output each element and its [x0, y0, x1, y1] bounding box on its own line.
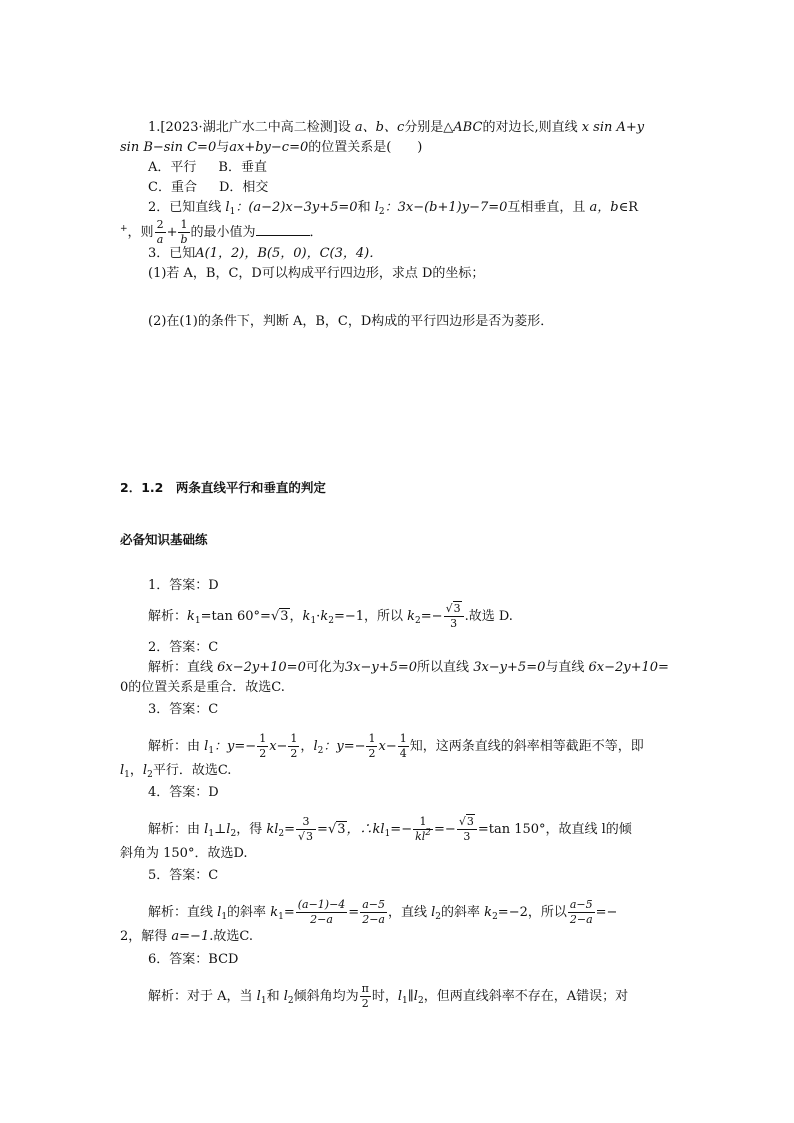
answer-label: 2．答案：C	[148, 640, 219, 655]
text: =	[283, 905, 295, 920]
section-title: 2．1.2 两条直线平行和垂直的判定	[120, 480, 326, 495]
denominator: 2	[259, 747, 267, 760]
text: ，直线	[387, 905, 432, 920]
problem-3	[120, 244, 680, 332]
solution-1: 解析：$k_1=\tan$ 60°=√3，$k_1\cdot k_2=-1$，所以 $k_2=-$ $\frac{√3}{3}$ .故选 D.	[148, 602, 513, 630]
text: 可化为	[305, 660, 345, 675]
math: ，∴kl	[346, 822, 385, 837]
text: 2，解得	[120, 929, 172, 944]
denominator: 3	[463, 830, 471, 843]
numerator: 3	[296, 815, 316, 830]
math: A(1，2)，B(5，0)，C(3，4)．	[195, 246, 383, 261]
answer-label: 3．答案：C	[148, 702, 219, 717]
math: l	[374, 200, 379, 215]
numerator: 1	[259, 732, 267, 745]
text: 解析：对于 A，当	[148, 989, 257, 1004]
text: ，则	[127, 225, 154, 240]
problem-1	[120, 118, 680, 198]
fraction	[568, 898, 595, 927]
solution-2-line-1	[120, 658, 680, 678]
fraction	[413, 815, 433, 844]
option-d: D．相交	[218, 180, 269, 195]
solution-5-line-1: 解析：直线 $l_1$的斜率 $k_1=$ $\frac{(a-1)-4}{2-a}$ = $\frac{a-5}{2-a}$ ，直线 $l_2$的斜率 $k_2=-2$，所以 $\frac{a-5}{2-a}$ =−	[148, 898, 618, 926]
text: 和	[357, 200, 375, 215]
math: sin B−sin C=0	[120, 140, 217, 155]
radicand: 3	[453, 602, 461, 615]
numerator: 1	[368, 732, 376, 745]
text: 所以直线	[417, 660, 474, 675]
math: ：y=−	[323, 739, 366, 754]
denominator: b	[180, 233, 188, 246]
problem-1-line-2	[120, 138, 680, 158]
text: =−	[434, 822, 456, 837]
problem-source: [2023·湖北广水二中高二检测]	[160, 120, 338, 135]
problem-1-options-row-2	[120, 178, 680, 198]
option-c: C．重合	[148, 180, 197, 195]
fraction	[366, 732, 377, 761]
math: x sin A+y	[581, 120, 645, 135]
text: =−	[390, 822, 413, 837]
answer-2	[120, 638, 680, 698]
answer-label: 4．答案：D	[148, 785, 219, 800]
text: =	[317, 822, 328, 837]
math: ax+by−c=0	[229, 140, 309, 155]
solution-6-line-1: 解析：对于 A，当 $l_1$和 $l_2$倾斜角均为 $\frac{\pi}{2}$ 时，$l_1\parallel l_2$，但两直线斜率不存在，A错误；对	[148, 982, 629, 1010]
answer-3	[120, 700, 680, 781]
text: ，得	[236, 822, 267, 837]
text: 时，	[371, 989, 398, 1004]
math: 6x−2y+10=	[588, 660, 669, 675]
math: x−	[378, 739, 397, 754]
text: =tan 60°=	[200, 609, 271, 624]
numerator: (a−1)−4	[297, 898, 346, 911]
text: 解析：	[148, 609, 188, 624]
math: 6x−2y+10=0	[217, 660, 306, 675]
math: k	[407, 609, 416, 624]
sqrt: √3	[298, 830, 314, 843]
problem-number: 3．	[148, 246, 170, 261]
math: ∈R	[618, 200, 639, 215]
fraction	[398, 732, 409, 761]
text: =−	[420, 609, 443, 624]
answer-1	[120, 576, 680, 631]
math: l	[431, 905, 436, 920]
denominator: 3	[450, 617, 458, 630]
text: ，	[289, 609, 303, 624]
problem-3-question-1: (1)若 A，B，C，D可以构成平行四边形，求点 D的坐标；	[148, 266, 485, 281]
denominator: 2	[290, 747, 298, 760]
fraction	[257, 732, 268, 761]
answer-blank	[256, 223, 310, 236]
math: l	[413, 989, 418, 1004]
fraction	[178, 218, 189, 247]
text: ，	[129, 763, 143, 778]
text: 解析：由	[148, 739, 205, 754]
denominator: a	[156, 233, 164, 246]
denominator	[296, 830, 316, 844]
text: 知，这两条直线的斜率相等截距不等，即	[409, 739, 644, 754]
fraction	[288, 732, 299, 761]
math: k	[302, 609, 311, 624]
math: l	[256, 989, 261, 1004]
math: l	[142, 763, 148, 778]
text: 的最小值为	[190, 225, 256, 240]
denominator: 2−a	[569, 913, 593, 926]
text: 解析：直线	[148, 905, 218, 920]
subscript: 2	[378, 207, 385, 217]
numerator: 1	[413, 815, 433, 830]
text: ⊥	[214, 822, 227, 837]
problem-number: 2．	[148, 200, 170, 215]
text: 的斜率	[441, 905, 485, 920]
solution-4-line-1: 解析：由 $l_1\perp l_2$，得 $kl_2=$ $\frac{3}{√3}$ =√3，$\therefore kl_1=-$ $\frac{1}{kl^2}$ =− $\frac{√3}{3}$ =tan 150°，故直线 l的倾	[148, 815, 632, 843]
text: 的位置关系是重合．故选C.	[128, 680, 285, 695]
problem-number: 1.	[148, 120, 161, 135]
fraction	[360, 898, 387, 927]
math: 3x−y+5=0	[473, 660, 546, 675]
problem-3-question-2: (2)在(1)的条件下，判断 A，B，C，D构成的平行四边形是否为菱形．	[148, 314, 554, 329]
radicand: 3	[337, 822, 346, 837]
sqrt: √3	[445, 602, 461, 615]
math: l	[204, 822, 209, 837]
math: x−	[269, 739, 288, 754]
problem-1-line-1	[120, 118, 680, 138]
text: 和	[266, 989, 284, 1004]
text: 的斜率	[227, 905, 271, 920]
answer-5	[120, 866, 680, 947]
answer-label: 5．答案：C	[148, 868, 219, 883]
radicand: 3	[280, 609, 289, 624]
numerator: 1	[178, 218, 189, 233]
math: l	[283, 989, 288, 1004]
text: =−	[595, 905, 618, 920]
text: =tan 150°，故直线 l的倾	[477, 822, 632, 837]
answer-4	[120, 783, 680, 864]
text: 与	[216, 140, 230, 155]
numerator: 2	[156, 218, 164, 231]
solution-4-line-2: 斜角为 150°．故选D.	[120, 846, 248, 861]
text: 分别是	[404, 120, 444, 135]
option-a: A．平行	[148, 160, 197, 175]
math: 3x−y+5=0	[344, 660, 418, 675]
problem-2	[120, 198, 680, 247]
solution-5-line-2	[120, 927, 680, 947]
numerator: a−5	[362, 898, 385, 911]
math: a，b	[589, 200, 619, 215]
text: 倾斜角均为	[293, 989, 359, 1004]
numerator: a−5	[569, 898, 593, 911]
text: 设	[337, 120, 355, 135]
fraction	[155, 218, 166, 247]
solution-2-line-2	[120, 678, 680, 698]
text: 已知	[169, 246, 196, 261]
option-b: B．垂直	[218, 160, 267, 175]
sqrt: √3	[327, 822, 346, 837]
denominator: 4	[399, 747, 407, 760]
operator: +	[166, 225, 178, 240]
subscript: 1	[229, 207, 236, 217]
math: k	[484, 905, 493, 920]
sqrt: √3	[270, 609, 289, 624]
math: l	[204, 739, 209, 754]
radicand: 3	[306, 830, 314, 843]
text: =−1，所以	[333, 609, 408, 624]
problem-2-line-1	[120, 198, 680, 218]
text: ．	[309, 225, 323, 240]
section-subtitle: 必备知识基础练	[120, 532, 208, 547]
numerator: 1	[399, 732, 407, 745]
math: ：(a−2)x−3y+5=0	[235, 200, 358, 215]
problem-2-line-2	[120, 218, 680, 247]
math: ：3x−(b+1)y−7=0	[384, 200, 508, 215]
numerator: π	[361, 982, 369, 995]
superscript: +	[120, 224, 128, 234]
math: kl	[266, 822, 279, 837]
text: ，但两直线斜率不存在，A错误；对	[423, 989, 629, 1004]
text: ∥	[407, 989, 414, 1004]
math: kl	[415, 830, 426, 843]
math: k	[270, 905, 279, 920]
text: 0	[120, 680, 129, 695]
math: △ABC	[443, 120, 483, 135]
problem-1-options-row-1	[120, 158, 680, 178]
text: 的对边长,则直线	[482, 120, 582, 135]
text: 与直线	[545, 660, 589, 675]
fraction	[457, 815, 477, 844]
answer-label: 1．答案：D	[148, 578, 219, 593]
text: =	[284, 822, 296, 837]
text: .故选 D.	[464, 609, 513, 624]
problem-3-line-1	[120, 244, 680, 264]
math: l	[225, 200, 230, 215]
radicand: 3	[466, 815, 474, 828]
denominator: $kl^2$	[415, 828, 432, 843]
answer-label: 6．答案：BCD	[148, 952, 239, 967]
fraction	[360, 982, 371, 1011]
solution-3-line-2: $l_1$，$l_2$平行．故选C.	[120, 763, 232, 780]
denominator: 2−a	[362, 913, 385, 926]
numerator	[444, 602, 464, 617]
answer-6	[120, 950, 680, 1011]
text: 的位置关系是( )	[308, 140, 423, 155]
math: l	[313, 739, 318, 754]
math: ：y=−	[214, 739, 257, 754]
fraction	[296, 815, 316, 844]
denominator: 2	[368, 747, 376, 760]
sqrt: √3	[458, 815, 474, 828]
text: 平行．故选C.	[152, 763, 232, 778]
math: l	[226, 822, 231, 837]
math: l	[217, 905, 222, 920]
text: 解析：直线	[148, 660, 218, 675]
numerator	[457, 815, 477, 830]
text: ，	[300, 739, 314, 754]
text: ·	[316, 609, 321, 624]
denominator: 2	[361, 997, 369, 1010]
math: l	[120, 763, 125, 778]
text: .故选C.	[209, 929, 253, 944]
fraction	[444, 602, 464, 631]
denominator: 2−a	[310, 913, 333, 926]
fraction	[296, 898, 348, 927]
math: l	[397, 989, 403, 1004]
math: k	[187, 609, 195, 624]
text: =	[348, 905, 360, 920]
text: =−2，所以	[497, 905, 567, 920]
numerator: 1	[290, 732, 298, 745]
math: a、b、c	[354, 120, 405, 135]
solution-3-line-1: 解析：由 $l_1$：y=− $\frac{1}{2}$ x− $\frac{1}{2}$ ，$l_2$：y=− $\frac{1}{2}$ x− $\frac{1}{4}$ 知，这两条直线的斜率相等截距不等，即	[148, 732, 644, 760]
text: 互相垂直，且	[507, 200, 590, 215]
math: a=−1	[171, 929, 210, 944]
math: k	[320, 609, 329, 624]
text: 解析：由	[148, 822, 205, 837]
text: 已知直线	[169, 200, 226, 215]
